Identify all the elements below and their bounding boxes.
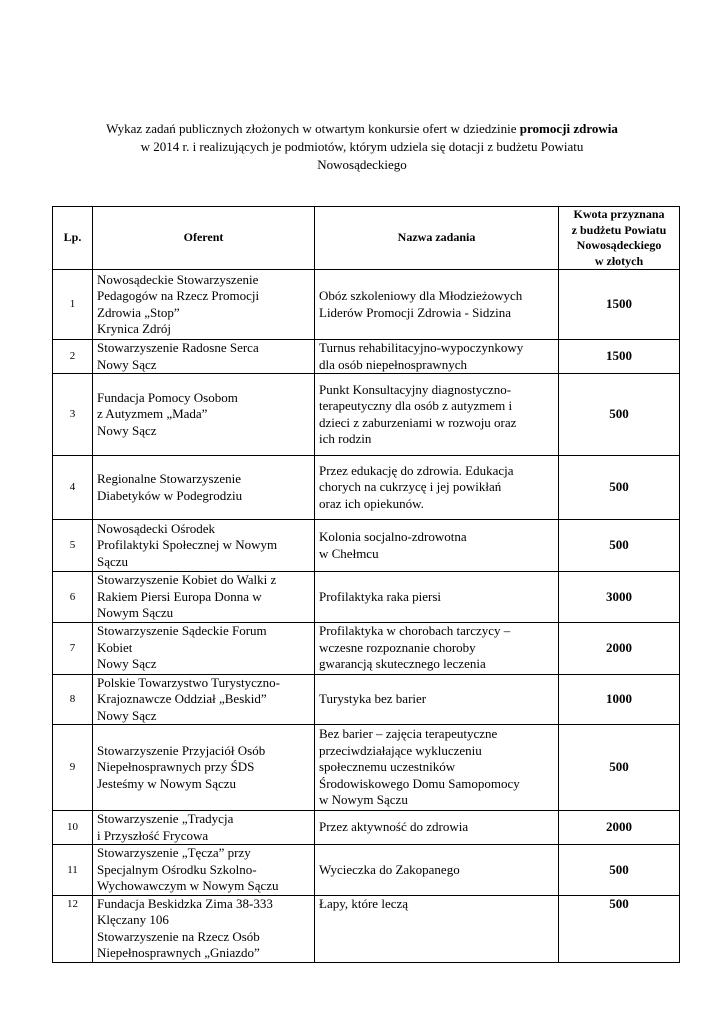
row-zadanie: Turnus rehabilitacyjno-wypoczynkowy dla osób niepełnosprawnych [315, 340, 559, 374]
row-oferent: Polskie Towarzystwo Turystyczno- Krajoznawcze Oddział „Beskid” Nowy Sącz [93, 674, 315, 725]
row-zadanie: Łapy, które leczą [315, 895, 559, 962]
header-kwota: Kwota przyznana z budżetu Powiatu Nowosądeckiego w złotych [559, 207, 680, 270]
row-kwota: 500 [559, 374, 680, 456]
row-oferent: Regionalne Stowarzyszenie Diabetyków w Podegrodziu [93, 456, 315, 520]
table-row [53, 845, 680, 896]
row-oferent: Fundacja Beskidzka Zima 38-333 Klęczany 106 Stowarzyszenie na Rzecz Osób Niepełnosprawnych „Gniazdo” [93, 895, 315, 962]
row-oferent: Stowarzyszenie „Tęcza” przy Specjalnym Ośrodku Szkolno- Wychowawczym w Nowym Sączu [93, 845, 315, 896]
row-kwota: 500 [559, 520, 680, 572]
table-row [53, 811, 680, 845]
row-kwota: 2000 [559, 811, 680, 845]
title-emphasis: promocji zdrowia [519, 121, 618, 136]
table-row [53, 340, 680, 374]
row-zadanie: Przez edukację do zdrowia. Edukacja chorych na cukrzycę i jej powikłań oraz ich opiekunów. [315, 456, 559, 520]
header-zadanie: Nazwa zadania [315, 207, 559, 270]
row-zadanie: Obóz szkoleniowy dla Młodzieżowych Liderów Promocji Zdrowia - Sidzina [315, 270, 559, 340]
grants-table [52, 206, 680, 963]
row-zadanie: Wycieczka do Zakopanego [315, 845, 559, 896]
header-oferent: Oferent [93, 207, 315, 270]
row-zadanie: Bez barier – zajęcia terapeutyczne przeciwdziałające wykluczeniu społecznemu uczestników Środowiskowego Domu Samopomocy w Nowym Sączu [315, 725, 559, 811]
table-header-row [53, 207, 680, 270]
row-number: 11 [53, 845, 93, 896]
row-oferent: Stowarzyszenie „Tradycja i Przyszłość Frycowa [93, 811, 315, 845]
row-number: 3 [53, 374, 93, 456]
table-row [53, 895, 680, 962]
table-row [53, 520, 680, 572]
row-number: 4 [53, 456, 93, 520]
row-kwota: 2000 [559, 622, 680, 674]
title-line-2: w 2014 r. i realizujących je podmiotów, którym udziela się dotacji z budżetu Powiatu [140, 139, 584, 154]
row-number: 6 [53, 572, 93, 623]
row-kwota: 1500 [559, 340, 680, 374]
row-number: 9 [53, 725, 93, 811]
row-zadanie: Profilaktyka w chorobach tarczycy – wczesne rozpoznanie choroby gwarancją skutecznego leczenia [315, 622, 559, 674]
row-oferent: Nowosądecki Ośrodek Profilaktyki Społecznej w Nowym Sączu [93, 520, 315, 572]
title-line-3: Nowosądeckiego [317, 157, 407, 172]
row-oferent: Stowarzyszenie Sądeckie Forum Kobiet Nowy Sącz [93, 622, 315, 674]
row-kwota: 3000 [559, 572, 680, 623]
row-kwota: 500 [559, 456, 680, 520]
row-oferent: Nowosądeckie Stowarzyszenie Pedagogów na Rzecz Promocji Zdrowia „Stop” Krynica Zdrój [93, 270, 315, 340]
header-lp: Lp. [53, 207, 93, 270]
table-row [53, 725, 680, 811]
table-row [53, 674, 680, 725]
row-oferent: Stowarzyszenie Radosne Serca Nowy Sącz [93, 340, 315, 374]
table-row [53, 456, 680, 520]
table-row [53, 622, 680, 674]
row-zadanie: Turystyka bez barier [315, 674, 559, 725]
row-zadanie: Profilaktyka raka piersi [315, 572, 559, 623]
row-zadanie: Kolonia socjalno-zdrowotna w Chełmcu [315, 520, 559, 572]
title-line-1-text: Wykaz zadań publicznych złożonych w otwartym konkursie ofert w dziedzinie [106, 121, 520, 136]
row-kwota: 500 [559, 725, 680, 811]
row-number: 2 [53, 340, 93, 374]
table-row [53, 374, 680, 456]
row-oferent: Stowarzyszenie Kobiet do Walki z Rakiem Piersi Europa Donna w Nowym Sączu [93, 572, 315, 623]
table-row [53, 572, 680, 623]
row-number: 1 [53, 270, 93, 340]
row-number: 12 [53, 895, 93, 962]
row-kwota: 500 [559, 895, 680, 962]
document-title [0, 120, 724, 174]
row-kwota: 500 [559, 845, 680, 896]
row-zadanie: Przez aktywność do zdrowia [315, 811, 559, 845]
row-number: 7 [53, 622, 93, 674]
row-oferent: Stowarzyszenie Przyjaciół Osób Niepełnosprawnych przy ŚDS Jesteśmy w Nowym Sączu [93, 725, 315, 811]
title-line-1 [0, 120, 724, 138]
row-kwota: 1000 [559, 674, 680, 725]
row-number: 10 [53, 811, 93, 845]
row-oferent: Fundacja Pomocy Osobom z Autyzmem „Mada” Nowy Sącz [93, 374, 315, 456]
table-row [53, 270, 680, 340]
row-number: 8 [53, 674, 93, 725]
row-kwota: 1500 [559, 270, 680, 340]
row-zadanie: Punkt Konsultacyjny diagnostyczno- terapeutyczny dla osób z autyzmem i dzieci z zaburzeniami w rozwoju oraz ich rodzin [315, 374, 559, 456]
row-number: 5 [53, 520, 93, 572]
